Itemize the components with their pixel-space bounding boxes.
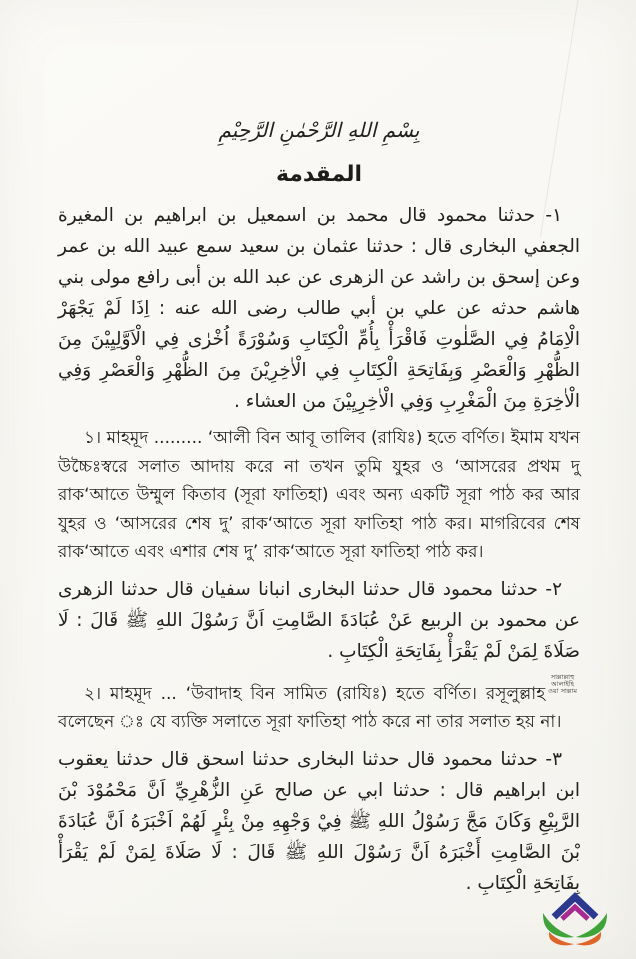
hadith-2-arabic-text: ٢- حدثنا محمود قال حدثنا البخارى انبانا سفيان قال حدثنا الزهرى عن محمود بن الربيع عَنْ عُبَادَةَ الصَّامِتِ اَنَّ رَسُوْلَ اللهِ ﷺ قَالَ : لَا صَلَاةَ لِمَنْ لَمْ يَقْرَأْ بِفَاتِحَةِ الْكِتَابِ . xyxy=(58,578,580,662)
stamp-line-2: আলাইহি xyxy=(551,679,575,688)
hadith-2-bengali-translation xyxy=(58,674,580,737)
page-body xyxy=(58,112,580,906)
section-heading-muqaddimah: المقدمة xyxy=(275,162,363,187)
bismillah-calligraphy: بِسْمِ اللهِ الرَّحْمٰنِ الرَّحِيْمِ xyxy=(218,118,420,142)
hadith-2-bengali-part2: বলেছেন ঃ যে ব্যক্তি সলাতে সূরা ফাতিহা পাঠ করে না তার সলাত হয় না। xyxy=(58,712,562,732)
hadith-1-arabic-text: ١- حدثنا محمود قال محمد بن اسمعيل بن ابراهيم بن المغيرة الجعفي البخارى قال : حدثنا عثمان بن سعيد سمع عبيد الله بن عمر وعن إسحق بن راشد عن الزهرى عن عبد الله بن أبى رافع مولى بني هاشم حدثه عن علي بن أبي طالب رضى الله عنه : اِذَا لَمْ يَجْهَرْ الْاِمَامُ فِي الصَّلٰوتِ فَاقْرَأْ بِأُمِّ الْكِتَابِ وَسُوْرَةً اُخْرٰى فِي الْاَوَّلِيِيْنَ مِنَ الظُّهْرِ وَالْعَصْرِ وَبِفَاتِحَةِ الْكِتَابِ فِي الْاٰخِرِيْنَ مِنَ الظُّهْرِ وَالْعَصْرِ وَفِي الْاٰخِرَةِ مِنَ الْمَغْرِبِ وَفِي الْاٰخِرِيِيْنَ من العشاء . xyxy=(58,205,580,412)
sallallahu-honorific-stamp xyxy=(548,674,577,695)
stamp-line-1: সাল্লাল্লাহু xyxy=(550,672,575,681)
hadith-2-bengali-part1: ২। মাহমূদ ... ‘উবাদাহ বিন সামিত (রাযিঃ) হতে বর্ণিত। রসূলুল্লাহ xyxy=(84,683,546,704)
hadith-3-arabic-text: ٣- حدثنا محمود قال حدثنا البخارى حدثنا اسحق قال حدثنا يعقوب ابن ابراهيم قال : حدثنا ابي عن صالح عَنِ الزُّهْرِيِّ اَنَّ مَحْمُوْدَ بْنَ الرَّبِيْعِ وَكَانَ مَجَّ رَسُوْلُ اللهِ ﷺ فِيْ وَجْهِهِ مِنْ بِئْرٍ لَهُمْ اَخْبَرَهُ اَنَّ عُبَادَةَ بْنَ الصَّامِتِ أَخْبَرَهُ اَنَّ رَسُوْلَ اللهِ ﷺ قَالَ : لَا صَلَاةَ لِمَنْ لَمْ يَقْرَأْ بِفَاتِحَةِ الْكِتَابِ . xyxy=(58,748,580,894)
stamp-line-3: ওয়া সাল্লাম xyxy=(548,686,577,695)
hadith-1-bengali-translation: ১। মাহমূদ ......... ‘আলী বিন আবূ তালিব (রাযিঃ) হতে বর্ণিত। ইমাম যখন উচ্চৈঃস্বরে সলাত আদায় করে না তখন তুমি যুহর ও ‘আসরের প্রথম দু রাক‘আতে উম্মুল কিতাব (সূরা ফাতিহা) এবং অন্য একটি সূরা পাঠ কর আর যুহর ও ‘আসরের শেষ দু’ রাক‘আতে সূরা ফাতিহা পাঠ কর। মাগরিবের শেষ রাক‘আতে এবং এশার শেষ দু’ রাক‘আতে সূরা ফাতিহা পাঠ কর। xyxy=(58,428,580,562)
publisher-logo-open-book-icon xyxy=(538,890,612,950)
